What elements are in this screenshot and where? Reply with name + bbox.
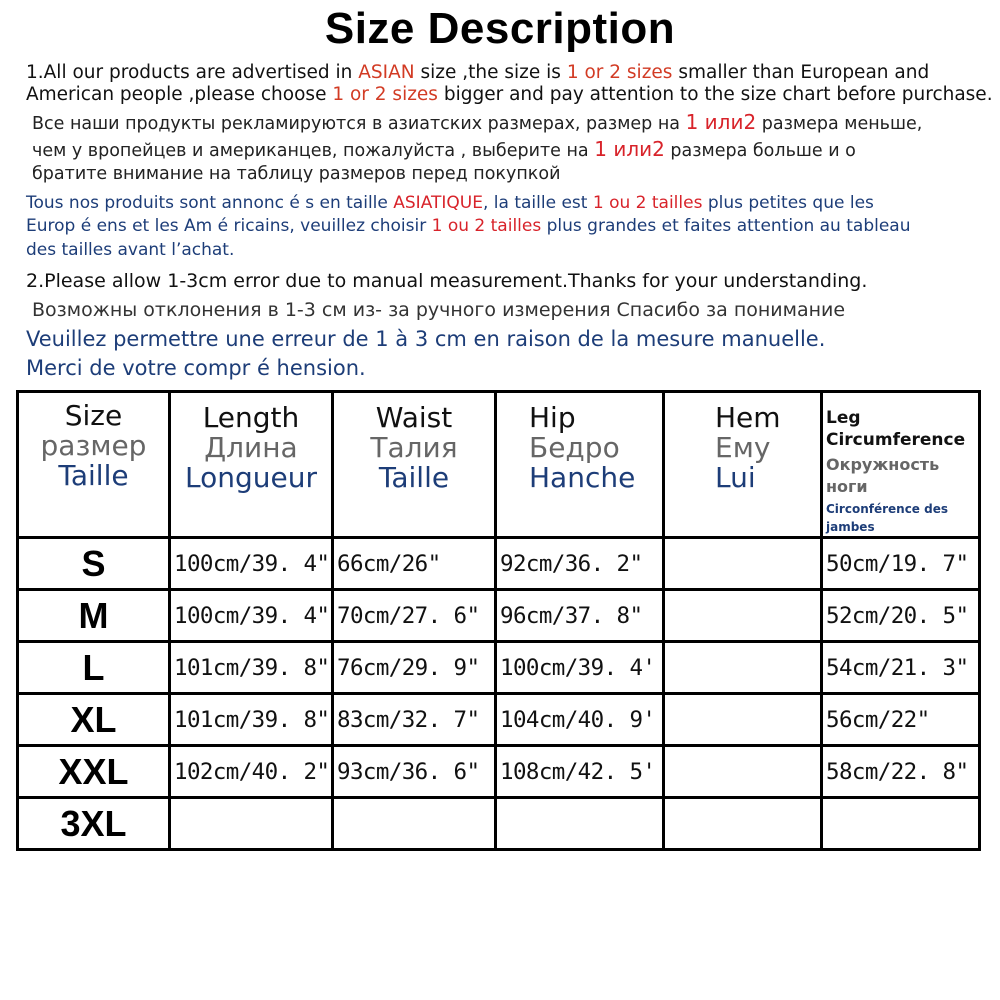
header-fr: Hanche — [529, 461, 636, 494]
waist-cell: 76cm/29. 9" — [333, 642, 496, 694]
leg-cell: 54cm/21. 3" — [822, 642, 980, 694]
text: smaller than European and — [672, 62, 930, 83]
text: , la taille est — [482, 193, 593, 213]
text: размера меньше, — [756, 114, 923, 134]
page-title: Size Description — [324, 4, 676, 53]
waist-cell: 93cm/36. 6" — [333, 746, 496, 798]
header-ru: Ему — [715, 431, 771, 464]
length-cell — [170, 798, 333, 850]
waist-cell — [333, 798, 496, 850]
highlight-ru: 1 или2 — [594, 137, 665, 161]
text: Tous nos produits sont annonc é s en taille — [26, 193, 394, 213]
hip-cell: 96cm/37. 8" — [496, 590, 664, 642]
header-fr: Circonférence des jambes — [826, 502, 948, 534]
text: plus grandes et faites attention au tableau — [541, 216, 911, 236]
header-fr: Taille — [378, 461, 450, 494]
leg-cell: 50cm/19. 7" — [822, 538, 980, 590]
table-row — [18, 642, 980, 694]
header-en: Hem — [715, 401, 781, 434]
header-hem — [664, 392, 822, 538]
highlight-tailles: 1 ou 2 tailles — [431, 216, 542, 236]
length-cell: 100cm/39. 4" — [170, 538, 333, 590]
note1-en-line1 — [26, 62, 929, 83]
size-table — [16, 390, 981, 851]
text: plus petites que les — [702, 193, 874, 213]
waist-cell: 66cm/26" — [333, 538, 496, 590]
table-header-row — [18, 392, 980, 538]
header-en: Length — [202, 401, 300, 434]
text: размера больше и о — [664, 141, 856, 161]
header-fr: Taille — [58, 459, 129, 492]
hem-cell — [664, 642, 822, 694]
hem-cell — [664, 798, 822, 850]
note2-en: 2.Please allow 1-3cm error due to manual measurement.Thanks for your understanding. — [26, 270, 868, 292]
hip-cell — [496, 798, 664, 850]
note1-ru-line1 — [32, 110, 922, 134]
length-cell: 101cm/39. 8" — [170, 694, 333, 746]
size-label: S — [18, 538, 170, 590]
leg-cell: 58cm/22. 8" — [822, 746, 980, 798]
hem-cell — [664, 590, 822, 642]
waist-cell: 83cm/32. 7" — [333, 694, 496, 746]
table-row — [18, 746, 980, 798]
leg-cell: 56cm/22" — [822, 694, 980, 746]
highlight-sizes: 1 or 2 sizes — [332, 84, 438, 105]
table-row — [18, 538, 980, 590]
text: Все наши продукты рекламируются в азиатских размерах, размер на — [32, 114, 686, 134]
highlight-ru: 1 или2 — [685, 110, 757, 134]
header-ru: Длина — [204, 431, 298, 464]
size-label: XXL — [18, 746, 170, 798]
length-cell: 101cm/39. 8" — [170, 642, 333, 694]
header-ru: размер — [40, 429, 147, 462]
waist-cell: 70cm/27. 6" — [333, 590, 496, 642]
text: size ,the size is — [414, 62, 567, 83]
table-row — [18, 694, 980, 746]
text: American people ,please choose — [26, 84, 333, 105]
length-cell: 102cm/40. 2" — [170, 746, 333, 798]
header-length — [170, 392, 333, 538]
header-size — [18, 392, 170, 538]
hem-cell — [664, 538, 822, 590]
header-hip — [496, 392, 664, 538]
hip-cell: 100cm/39. 4' — [496, 642, 664, 694]
text: чем у вропейцев и американцев, пожалуйста , выберите на — [32, 141, 595, 161]
note1-ru-line3: братите внимание на таблицу размеров перед покупкой — [32, 164, 561, 184]
header-ru: Бедро — [529, 431, 620, 464]
size-label: L — [18, 642, 170, 694]
leg-cell: 52cm/20. 5" — [822, 590, 980, 642]
highlight-asiatique: ASIATIQUE — [393, 193, 483, 213]
note2-fr-line2: Merci de votre compr é hension. — [26, 356, 366, 380]
size-label: 3XL — [18, 798, 170, 850]
hip-cell: 108cm/42. 5' — [496, 746, 664, 798]
text: 1.All our products are advertised in — [26, 62, 359, 83]
header-en: Hip — [529, 401, 576, 434]
highlight-tailles: 1 ou 2 tailles — [592, 193, 703, 213]
table-row — [18, 798, 980, 850]
header-ru: Талия — [370, 431, 458, 464]
highlight-asian: ASIAN — [358, 62, 415, 83]
header-leg — [822, 392, 980, 538]
note1-ru-line2 — [32, 137, 856, 161]
header-ru: Окружность ноги — [826, 455, 940, 496]
hip-cell: 92cm/36. 2" — [496, 538, 664, 590]
note2-fr-line1: Veuillez permettre une erreur de 1 à 3 cm en raison de la mesure manuelle. — [26, 327, 826, 351]
size-label: XL — [18, 694, 170, 746]
leg-cell — [822, 798, 980, 850]
note1-fr-line1 — [26, 193, 874, 213]
header-en: Size — [64, 399, 123, 432]
length-cell: 100cm/39. 4" — [170, 590, 333, 642]
note2-ru: Возможны отклонения в 1-3 см из- за ручного измерения Спасибо за понимание — [32, 299, 846, 321]
header-waist — [333, 392, 496, 538]
size-label: M — [18, 590, 170, 642]
highlight-sizes: 1 or 2 sizes — [566, 62, 673, 83]
table-row — [18, 590, 980, 642]
header-en: Leg Circumference — [826, 408, 966, 450]
header-fr: Lui — [715, 461, 756, 494]
hem-cell — [664, 746, 822, 798]
hem-cell — [664, 694, 822, 746]
header-fr: Longueur — [185, 461, 317, 494]
note1-fr-line3: des tailles avant l’achat. — [26, 240, 235, 260]
header-en: Waist — [375, 401, 453, 434]
text: Europ é ens et les Am é ricains, veuillez choisir — [26, 216, 432, 236]
note1-fr-line2 — [26, 216, 911, 236]
hip-cell: 104cm/40. 9' — [496, 694, 664, 746]
note1-en-line2 — [26, 84, 993, 105]
text: bigger and pay attention to the size chart before purchase. — [437, 84, 993, 105]
